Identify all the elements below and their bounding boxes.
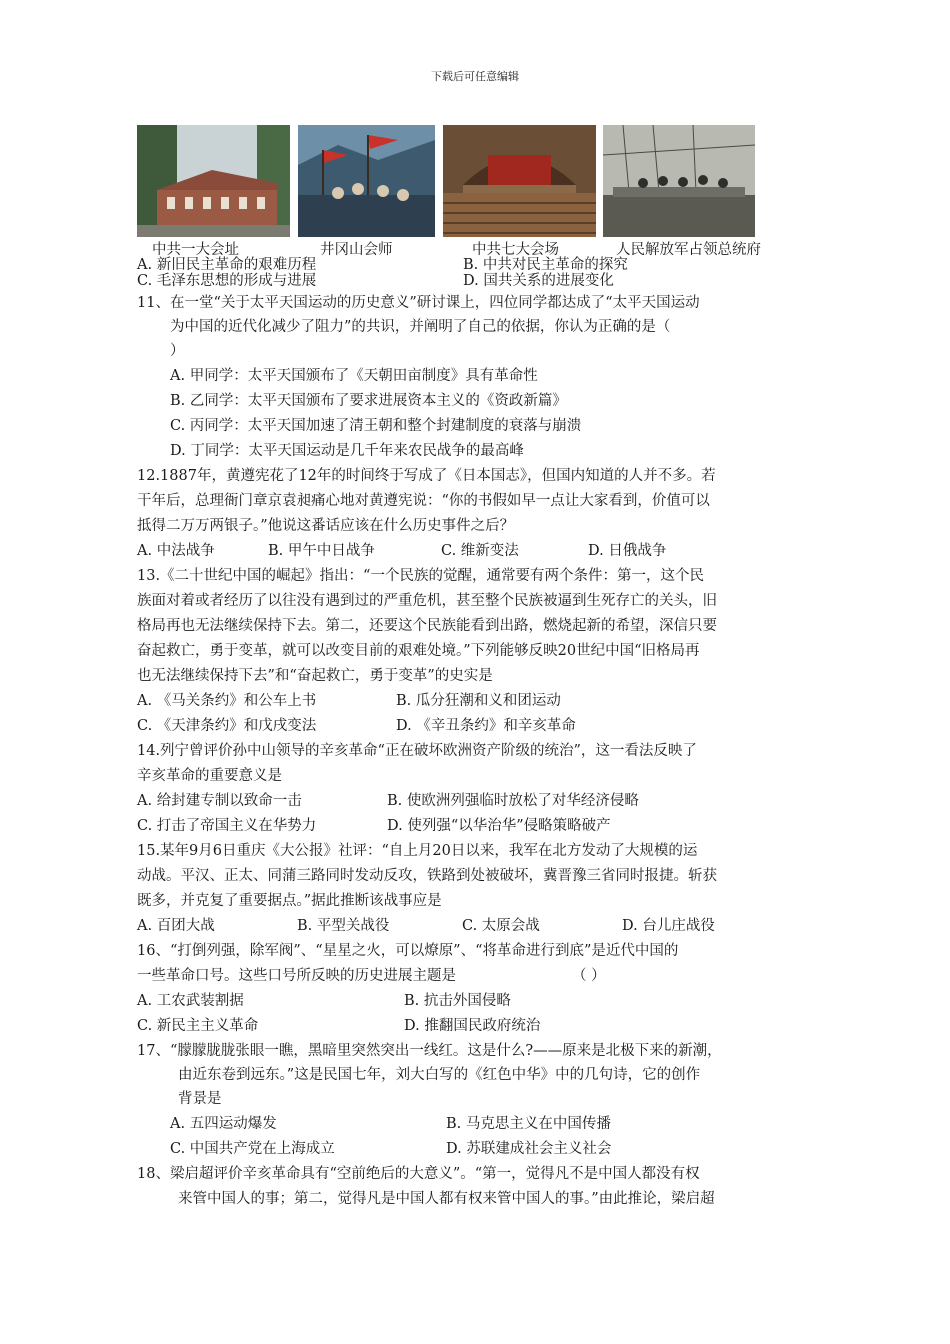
text-line-q12-opt-1: B. 甲午中日战争 bbox=[268, 543, 375, 559]
text-line-q16-l2-0: 一些革命口号。这些口号所反映的历史进展主题是 bbox=[137, 968, 456, 984]
text-line-q11-c: C. 丙同学：太平天国加速了清王朝和整个封建制度的衰落与崩溃 bbox=[170, 418, 582, 434]
text-line-q10-cd-0: C. 毛泽东思想的形成与进展 bbox=[137, 273, 317, 289]
text-line-q11-a: A. 甲同学：太平天国颁布了《天朝田亩制度》具有革命性 bbox=[170, 368, 538, 384]
text-line-q12-opt-3: D. 日俄战争 bbox=[588, 543, 667, 559]
text-line-q16-ab-1: B. 抗击外国侵略 bbox=[404, 993, 511, 1009]
text-line-q13-cd-1: D. 《辛丑条约》和辛亥革命 bbox=[396, 718, 576, 734]
text-line-q14-ab-1: B. 使欧洲列强临时放松了对华经济侵略 bbox=[387, 793, 639, 809]
text-line-q14-l2: 辛亥革命的重要意义是 bbox=[137, 768, 282, 784]
text-line-q10-ab-1: B. 中共对民主革命的探究 bbox=[463, 257, 628, 273]
text-line-q16-cd-0: C. 新民主主义革命 bbox=[137, 1018, 259, 1034]
photo-seventh-congress-hall bbox=[443, 125, 596, 237]
text-line-q15-l3: 既多，并克复了重要据点。”据此推断该战事应是 bbox=[137, 893, 442, 909]
caption-first-congress: 中共一大会址 bbox=[152, 242, 239, 258]
text-line-q13-cd-0: C. 《天津条约》和戊戌变法 bbox=[137, 718, 317, 734]
text-line-q13-l3: 格局再也无法继续保持下去。第二，还要这个民族能看到出路，燃烧起新的希望，深信只要 bbox=[137, 618, 717, 634]
text-line-q16-cd-1: D. 推翻国民政府统治 bbox=[404, 1018, 541, 1034]
text-line-q12-l1: 12.1887年，黄遵宪花了12年的时间终于写成了《日本国志》，但国内知道的人并不多。若 bbox=[137, 468, 716, 484]
text-line-q16-l2-1: （ ） bbox=[572, 968, 606, 984]
text-line-q15-l2: 动战。平汉、正太、同蒲三路同时发动反攻，铁路到处被破坏，冀晋豫三省同时报捷。斩获 bbox=[137, 868, 717, 884]
text-line-q17-cd-0: C. 中国共产党在上海成立 bbox=[170, 1141, 335, 1157]
text-line-q17-l2: 由近东卷到远东。”这是民国七年，刘大白写的《红色中华》中的几句诗，它的创作 bbox=[178, 1067, 701, 1083]
text-line-q14-l1: 14.列宁曾评价孙中山领导的辛亥革命“正在破坏欧洲资产阶级的统治”，这一看法反映了 bbox=[137, 743, 697, 759]
text-line-q13-l1: 13.《二十世纪中国的崛起》指出：“一个民族的觉醒，通常要有两个条件：第一，这个民 bbox=[137, 568, 704, 584]
text-line-q18-l2: 来管中国人的事；第二，觉得凡是中国人都有权来管中国人的事。”由此推论，梁启超 bbox=[178, 1191, 715, 1207]
page-header: 下载后可任意编辑 bbox=[431, 70, 519, 83]
text-line-q15-opt-3: D. 台儿庄战役 bbox=[622, 918, 715, 934]
text-line-q10-cd-1: D. 国共关系的进展变化 bbox=[463, 273, 614, 289]
text-line-q17-l1: 17、“朦朦胧胧张眼一瞧，黑暗里突然突出一线红。这是什么?——原来是北极下来的新潮， bbox=[137, 1043, 722, 1059]
caption-jinggangshan: 井冈山会师 bbox=[320, 242, 393, 258]
caption-seventh-congress: 中共七大会场 bbox=[472, 242, 559, 258]
text-line-q13-ab-1: B. 瓜分狂潮和义和团运动 bbox=[396, 693, 561, 709]
text-line-q14-cd-0: C. 打击了帝国主义在华势力 bbox=[137, 818, 317, 834]
photo-first-congress-site bbox=[137, 125, 290, 237]
text-line-q13-l5: 也无法继续保持下去”和“奋起救亡，勇于变革”的史实是 bbox=[137, 668, 493, 684]
photo-jinggangshan-meeting bbox=[298, 125, 435, 237]
text-line-q12-opt-0: A. 中法战争 bbox=[137, 543, 215, 559]
text-line-q17-l3: 背景是 bbox=[178, 1091, 222, 1107]
text-line-q14-ab-0: A. 给封建专制以致命一击 bbox=[137, 793, 302, 809]
text-line-q16-l1: 16、“打倒列强，除军阀”、“星星之火，可以燎原”、“将革命进行到底”是近代中国的 bbox=[137, 943, 679, 959]
text-line-q11-b: B. 乙同学：太平天国颁布了要求进展资本主义的《资政新篇》 bbox=[170, 393, 567, 409]
text-line-q15-opt-0: A. 百团大战 bbox=[137, 918, 215, 934]
text-line-q11-l1: 11、在一堂“关于太平天国运动的历史意义”研讨课上，四位同学都达成了“太平天国运动 bbox=[137, 295, 700, 311]
text-line-q12-opt-2: C. 维新变法 bbox=[441, 543, 519, 559]
text-line-q13-l2: 族面对着或者经历了以往没有遇到过的严重危机，甚至整个民族被逼到生死存亡的关头，旧 bbox=[137, 593, 717, 609]
text-line-q16-ab-0: A. 工农武装割据 bbox=[137, 993, 244, 1009]
caption-presidential-palace: 人民解放军占领总统府 bbox=[616, 242, 761, 258]
text-line-q17-cd-1: D. 苏联建成社会主义社会 bbox=[446, 1141, 612, 1157]
text-line-q11-d: D. 丁同学：太平天国运动是几千年来农民战争的最高峰 bbox=[170, 443, 524, 459]
photo-strip bbox=[0, 125, 950, 240]
text-line-q17-ab-0: A. 五四运动爆发 bbox=[170, 1116, 277, 1132]
text-line-q15-opt-1: B. 平型关战役 bbox=[297, 918, 390, 934]
text-line-q17-ab-1: B. 马克思主义在中国传播 bbox=[446, 1116, 611, 1132]
text-line-q12-l3: 抵得二万万两银子。”他说这番话应该在什么历史事件之后？ bbox=[137, 518, 515, 534]
text-line-q11-l3: ） bbox=[170, 343, 185, 359]
text-line-q10-ab-0: A. 新旧民主革命的艰难历程 bbox=[137, 257, 317, 273]
text-line-q13-ab-0: A. 《马关条约》和公车上书 bbox=[137, 693, 317, 709]
text-line-q12-l2: 干年后，总理衙门章京袁昶痛心地对黄遵宪说：“你的书假如早一点让大家看到，价值可以 bbox=[137, 493, 710, 509]
text-line-q18-l1: 18、梁启超评价辛亥革命具有“空前绝后的大意义”。“第一，觉得凡不是中国人都没有权 bbox=[137, 1166, 700, 1182]
text-line-q11-l2: 为中国的近代化减少了阻力”的共识，并阐明了自己的依据，你认为正确的是（ bbox=[170, 319, 671, 335]
text-line-q15-opt-2: C. 太原会战 bbox=[462, 918, 540, 934]
text-line-q14-cd-1: D. 使列强“以华治华”侵略策略破产 bbox=[387, 818, 611, 834]
photo-presidential-palace bbox=[603, 125, 755, 237]
text-line-q13-l4: 奋起救亡，勇于变革，就可以改变目前的艰难处境。”下列能够反映20世纪中国“旧格局再 bbox=[137, 643, 700, 659]
text-line-q15-l1: 15.某年9月6日重庆《大公报》社评：“自上月20日以来，我军在北方发动了大规模的运 bbox=[137, 843, 698, 859]
